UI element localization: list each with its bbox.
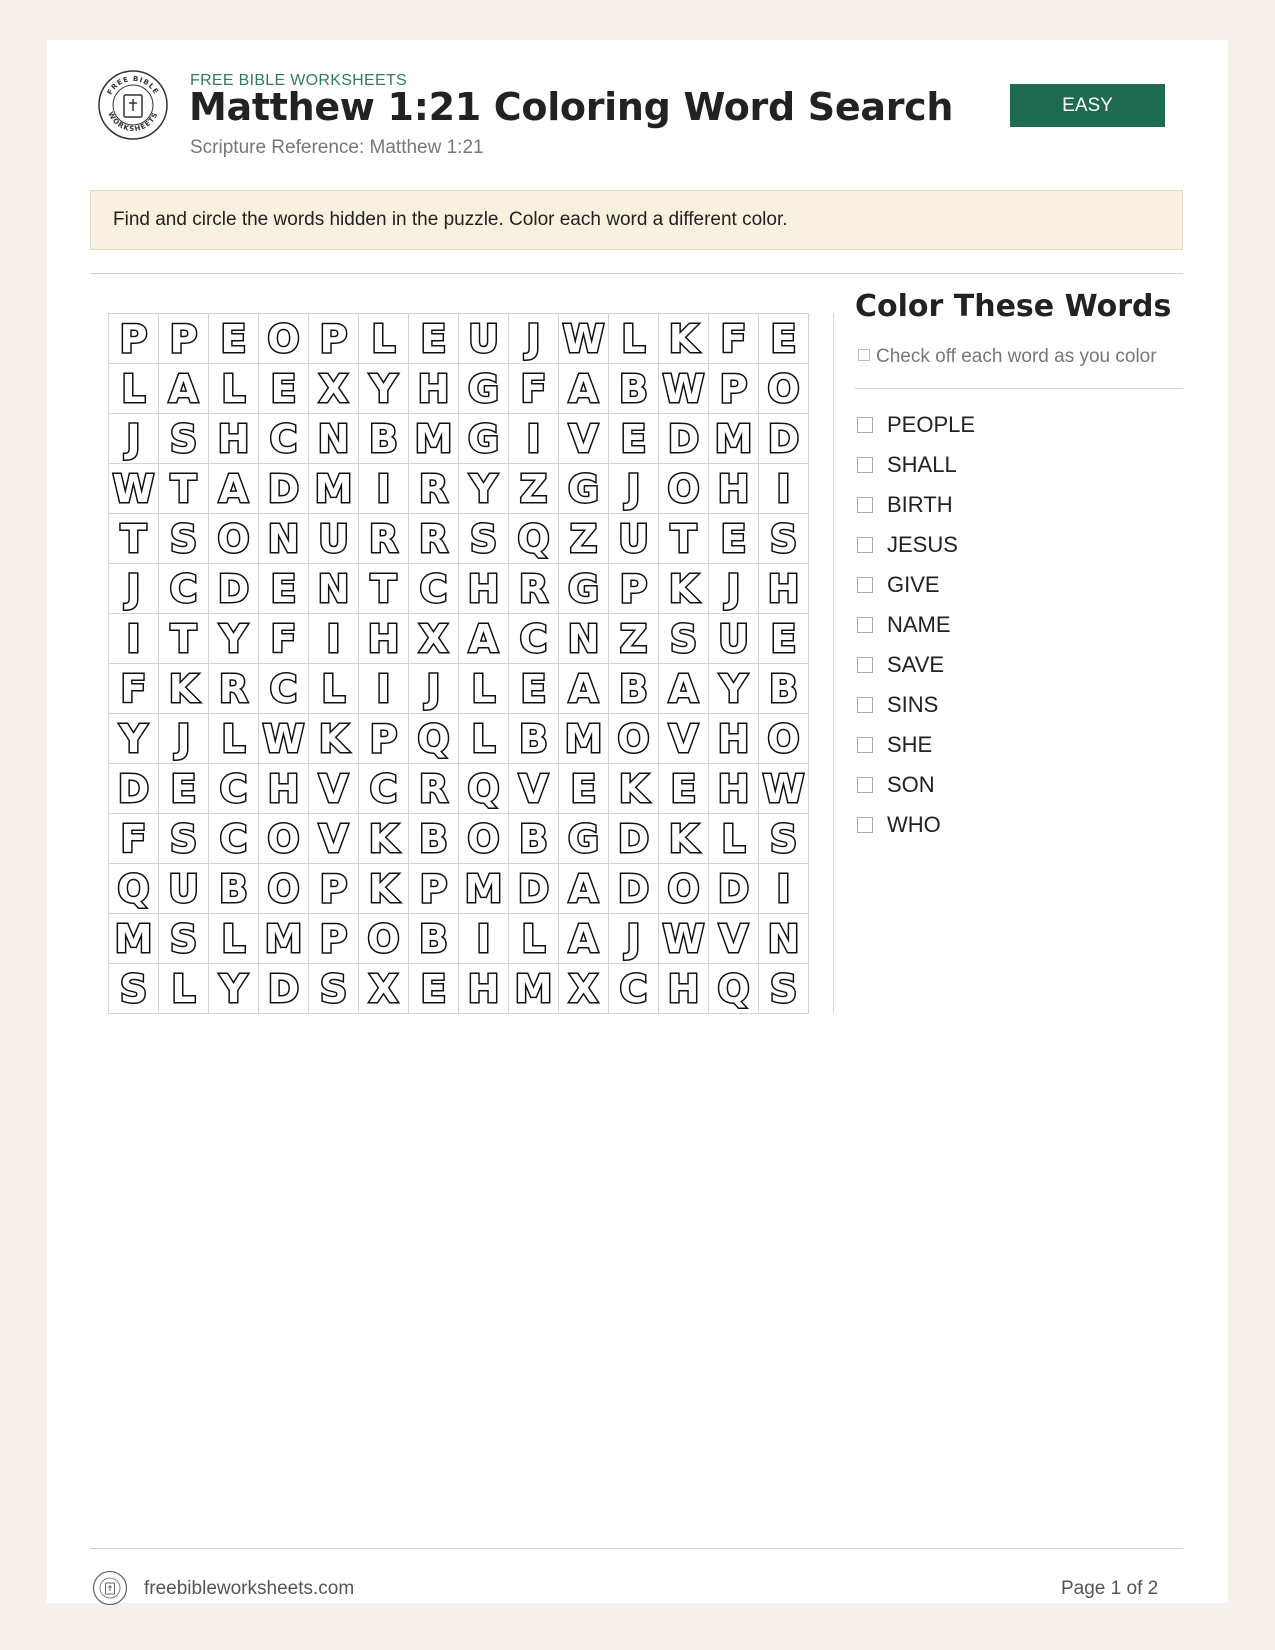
grid-cell[interactable]: Y (709, 664, 759, 714)
word-label: SHE (887, 732, 933, 757)
grid-cell[interactable]: Q (109, 864, 159, 914)
grid-cell[interactable]: A (559, 864, 609, 914)
grid-cell[interactable]: H (259, 764, 309, 814)
word-item (857, 685, 975, 725)
grid-cell[interactable]: L (109, 364, 159, 414)
grid-cell[interactable]: F (509, 364, 559, 414)
word-label: SINS (887, 692, 939, 717)
grid-cell[interactable]: R (509, 564, 559, 614)
logo-bottom-text: WORKSHEETS (106, 110, 160, 134)
grid-cell[interactable]: J (609, 464, 659, 514)
word-list (857, 405, 975, 845)
grid-cell[interactable]: K (659, 314, 709, 364)
grid-cell[interactable]: P (159, 314, 209, 364)
grid-cell[interactable]: H (709, 764, 759, 814)
grid-cell[interactable]: E (759, 314, 809, 364)
grid-cell[interactable]: T (359, 564, 409, 614)
grid-cell[interactable]: V (709, 914, 759, 964)
grid-cell[interactable]: C (609, 964, 659, 1014)
grid-cell[interactable]: O (209, 514, 259, 564)
grid-cell[interactable]: P (709, 364, 759, 414)
grid-cell[interactable]: M (709, 414, 759, 464)
grid-cell[interactable]: V (559, 414, 609, 464)
grid-cell[interactable]: E (259, 564, 309, 614)
grid-cell[interactable]: T (659, 514, 709, 564)
grid-cell[interactable]: A (559, 364, 609, 414)
grid-cell[interactable]: M (509, 964, 559, 1014)
grid-cell[interactable]: P (309, 314, 359, 364)
instructions-box (90, 190, 1183, 250)
grid-cell[interactable]: K (359, 814, 409, 864)
word-label: SHALL (887, 452, 957, 477)
grid-cell[interactable]: N (559, 614, 609, 664)
grid-cell[interactable]: D (109, 764, 159, 814)
word-item (857, 445, 975, 485)
word-label: JESUS (887, 532, 958, 557)
word-checkbox[interactable] (857, 617, 873, 633)
grid-cell[interactable]: E (209, 314, 259, 364)
grid-cell[interactable]: O (259, 864, 309, 914)
grid-cell[interactable]: T (159, 464, 209, 514)
grid-cell[interactable]: P (109, 314, 159, 364)
grid-cell[interactable]: H (709, 714, 759, 764)
grid-cell[interactable]: K (609, 764, 659, 814)
grid-cell[interactable]: E (409, 314, 459, 364)
word-item (857, 485, 975, 525)
word-checkbox[interactable] (857, 657, 873, 673)
grid-cell[interactable]: I (309, 614, 359, 664)
grid-cell[interactable]: K (309, 714, 359, 764)
grid-cell[interactable]: E (659, 764, 709, 814)
grid-cell[interactable]: C (209, 814, 259, 864)
grid-cell[interactable]: E (759, 614, 809, 664)
grid-cell[interactable]: A (459, 614, 509, 664)
grid-cell[interactable]: M (309, 464, 359, 514)
word-item (857, 405, 975, 445)
grid-cell[interactable]: S (159, 814, 209, 864)
grid-cell[interactable]: L (359, 314, 409, 364)
grid-cell[interactable]: R (359, 514, 409, 564)
grid-cell[interactable]: L (459, 664, 509, 714)
grid-cell[interactable]: D (709, 864, 759, 914)
word-search-grid (108, 313, 809, 1014)
grid-cell[interactable]: O (259, 314, 309, 364)
grid-cell[interactable]: D (209, 564, 259, 614)
grid-cell[interactable]: H (359, 614, 409, 664)
grid-cell[interactable]: J (509, 314, 559, 364)
worksheet-logo-icon (97, 69, 169, 141)
word-item (857, 645, 975, 685)
word-label: WHO (887, 812, 941, 837)
grid-cell[interactable]: I (759, 464, 809, 514)
grid-cell[interactable]: C (159, 564, 209, 614)
word-label: NAME (887, 612, 951, 637)
grid-cell[interactable]: I (509, 414, 559, 464)
grid-cell[interactable]: B (759, 664, 809, 714)
grid-cell[interactable]: N (309, 564, 359, 614)
grid-cell[interactable]: J (109, 564, 159, 614)
grid-cell[interactable]: C (359, 764, 409, 814)
grid-cell[interactable]: O (359, 914, 409, 964)
grid-cell[interactable]: P (309, 864, 359, 914)
grid-cell[interactable]: R (209, 664, 259, 714)
grid-cell[interactable]: H (459, 964, 509, 1014)
grid-cell[interactable]: R (409, 464, 459, 514)
grid-cell[interactable]: A (209, 464, 259, 514)
word-checkbox[interactable] (857, 737, 873, 753)
grid-cell[interactable]: O (659, 864, 709, 914)
word-checkbox[interactable] (857, 697, 873, 713)
grid-cell[interactable]: B (609, 664, 659, 714)
grid-cell[interactable]: D (609, 814, 659, 864)
grid-cell[interactable]: X (309, 364, 359, 414)
grid-cell[interactable]: U (159, 864, 209, 914)
word-checkbox[interactable] (857, 817, 873, 833)
word-item (857, 765, 975, 805)
grid-cell[interactable]: I (359, 664, 409, 714)
grid-cell[interactable]: J (159, 714, 209, 764)
grid-cell[interactable]: Z (609, 614, 659, 664)
grid-cell[interactable]: W (259, 714, 309, 764)
grid-cell[interactable]: U (459, 314, 509, 364)
footer-logo-icon (92, 1570, 128, 1606)
grid-cell[interactable]: W (659, 364, 709, 414)
grid-cell[interactable]: L (209, 714, 259, 764)
grid-cell[interactable]: F (709, 314, 759, 364)
word-checkbox[interactable] (857, 537, 873, 553)
grid-cell[interactable]: I (459, 914, 509, 964)
grid-cell[interactable]: M (559, 714, 609, 764)
grid-cell[interactable]: P (309, 914, 359, 964)
word-list-subtitle (858, 346, 1157, 368)
grid-cell[interactable]: E (259, 364, 309, 414)
footer-website: freebibleworksheets.com (144, 1578, 355, 1599)
grid-cell[interactable]: L (459, 714, 509, 764)
grid-cell[interactable]: G (459, 364, 509, 414)
grid-cell[interactable]: K (359, 864, 409, 914)
grid-cell[interactable]: G (559, 814, 609, 864)
scripture-reference: Scripture Reference: Matthew 1:21 (190, 137, 484, 158)
grid-cell[interactable]: A (659, 664, 709, 714)
grid-cell[interactable]: L (709, 814, 759, 864)
grid-cell[interactable]: D (759, 414, 809, 464)
grid-cell[interactable]: D (259, 964, 309, 1014)
grid-cell[interactable]: B (509, 814, 559, 864)
instructions-text: Find and circle the words hidden in the puzzle. Color each word a different color. (113, 209, 788, 230)
grid-cell[interactable]: B (359, 414, 409, 464)
grid-cell[interactable]: Y (209, 614, 259, 664)
grid-cell[interactable]: V (309, 764, 359, 814)
grid-cell[interactable]: S (309, 964, 359, 1014)
grid-cell[interactable]: U (309, 514, 359, 564)
grid-cell[interactable]: I (759, 864, 809, 914)
grid-cell[interactable]: J (709, 564, 759, 614)
grid-cell[interactable]: F (109, 814, 159, 864)
grid-cell[interactable]: E (409, 964, 459, 1014)
word-list-subtitle-text: Check off each word as you color (876, 346, 1157, 367)
footer-divider (90, 1548, 1183, 1549)
grid-cell[interactable]: G (559, 464, 609, 514)
word-checkbox[interactable] (857, 497, 873, 513)
grid-cell[interactable]: Y (459, 464, 509, 514)
grid-cell[interactable]: U (709, 614, 759, 664)
grid-cell[interactable]: Z (559, 514, 609, 564)
grid-cell[interactable]: X (359, 964, 409, 1014)
grid-cell[interactable]: N (309, 414, 359, 464)
word-item (857, 605, 975, 645)
word-item (857, 525, 975, 565)
column-divider (833, 313, 834, 1013)
grid-cell[interactable]: O (759, 364, 809, 414)
grid-cell[interactable]: Q (459, 764, 509, 814)
grid-cell[interactable]: Q (709, 964, 759, 1014)
grid-cell[interactable]: A (159, 364, 209, 414)
grid-cell[interactable]: K (159, 664, 209, 714)
grid-cell[interactable]: C (259, 414, 309, 464)
grid-cell[interactable]: Z (509, 464, 559, 514)
grid-cell[interactable]: R (409, 514, 459, 564)
grid-cell[interactable]: H (709, 464, 759, 514)
grid-cell[interactable]: E (559, 764, 609, 814)
word-checkbox[interactable] (857, 457, 873, 473)
grid-cell[interactable]: K (659, 564, 709, 614)
grid-cell[interactable]: B (509, 714, 559, 764)
grid-cell[interactable]: W (659, 914, 709, 964)
grid-cell[interactable]: I (109, 614, 159, 664)
grid-cell[interactable]: W (759, 764, 809, 814)
grid-cell[interactable]: S (659, 614, 709, 664)
brand-name: FREE BIBLE WORKSHEETS (190, 72, 408, 89)
grid-cell[interactable]: R (409, 764, 459, 814)
grid-cell[interactable]: B (609, 364, 659, 414)
page-number: Page 1 of 2 (1061, 1578, 1159, 1599)
word-list-title: Color These Words (855, 289, 1172, 324)
grid-cell[interactable]: J (609, 914, 659, 964)
word-label: SON (887, 772, 935, 797)
grid-cell[interactable]: H (209, 414, 259, 464)
grid-cell[interactable]: O (459, 814, 509, 864)
word-label: SAVE (887, 652, 945, 677)
grid-cell[interactable]: B (209, 864, 259, 914)
word-checkbox[interactable] (857, 777, 873, 793)
grid-cell[interactable]: P (359, 714, 409, 764)
grid-cell[interactable]: H (459, 564, 509, 614)
grid-cell[interactable]: C (409, 564, 459, 614)
grid-cell[interactable]: Q (509, 514, 559, 564)
grid-cell[interactable]: Q (409, 714, 459, 764)
grid-cell[interactable]: D (609, 864, 659, 914)
grid-cell[interactable]: C (259, 664, 309, 714)
grid-cell[interactable]: V (509, 764, 559, 814)
grid-cell[interactable]: T (109, 514, 159, 564)
grid-cell[interactable]: S (459, 514, 509, 564)
grid-cell[interactable]: B (409, 814, 459, 864)
grid-cell[interactable]: H (659, 964, 709, 1014)
grid-cell[interactable]: J (109, 414, 159, 464)
grid-cell[interactable]: D (659, 414, 709, 464)
grid-cell[interactable]: D (509, 864, 559, 914)
grid-cell[interactable]: O (609, 714, 659, 764)
grid-cell[interactable]: S (759, 964, 809, 1014)
grid-cell[interactable]: M (109, 914, 159, 964)
grid-cell[interactable]: L (309, 664, 359, 714)
word-label: BIRTH (887, 492, 953, 517)
grid-cell[interactable]: V (659, 714, 709, 764)
grid-cell[interactable]: S (759, 814, 809, 864)
word-label: PEOPLE (887, 412, 976, 437)
word-label: GIVE (887, 572, 940, 597)
checkbox-hint-icon (858, 349, 870, 361)
grid-cell[interactable]: G (459, 414, 509, 464)
grid-cell[interactable]: H (759, 564, 809, 614)
word-item (857, 565, 975, 605)
grid-cell[interactable]: O (659, 464, 709, 514)
logo-top-text: FREE BIBLE (105, 74, 161, 97)
grid-cell[interactable]: L (509, 914, 559, 964)
grid-cell[interactable]: B (409, 914, 459, 964)
grid-cell[interactable]: K (659, 814, 709, 864)
grid-cell[interactable]: M (459, 864, 509, 914)
grid-cell[interactable]: O (259, 814, 309, 864)
grid-cell[interactable]: S (109, 964, 159, 1014)
grid-cell[interactable]: F (259, 614, 309, 664)
grid-cell[interactable]: S (159, 514, 209, 564)
grid-cell[interactable]: L (609, 314, 659, 364)
grid-cell[interactable]: E (609, 414, 659, 464)
grid-cell[interactable]: L (209, 914, 259, 964)
word-checkbox[interactable] (857, 417, 873, 433)
grid-cell[interactable]: M (259, 914, 309, 964)
grid-cell[interactable]: W (559, 314, 609, 364)
grid-cell[interactable]: A (559, 664, 609, 714)
grid-cell[interactable]: Y (109, 714, 159, 764)
page-title: Matthew 1:21 Coloring Word Search (189, 85, 954, 129)
grid-cell[interactable]: I (359, 464, 409, 514)
grid-cell[interactable]: E (709, 514, 759, 564)
grid-cell[interactable]: O (759, 714, 809, 764)
grid-cell[interactable]: M (409, 414, 459, 464)
grid-cell[interactable]: X (409, 614, 459, 664)
grid-cell[interactable]: F (109, 664, 159, 714)
grid-cell[interactable]: Y (359, 364, 409, 414)
grid-cell[interactable]: V (309, 814, 359, 864)
grid-cell[interactable]: S (159, 914, 209, 964)
grid-cell[interactable]: N (759, 914, 809, 964)
grid-cell[interactable]: S (159, 414, 209, 464)
grid-cell[interactable]: J (409, 664, 459, 714)
grid-cell[interactable]: C (209, 764, 259, 814)
word-item (857, 725, 975, 765)
grid-cell[interactable]: L (209, 364, 259, 414)
grid-cell[interactable]: T (159, 614, 209, 664)
worksheet-page (47, 40, 1228, 1603)
grid-cell[interactable]: E (159, 764, 209, 814)
grid-cell[interactable]: P (409, 864, 459, 914)
grid-cell[interactable]: Y (209, 964, 259, 1014)
header-divider (90, 273, 1183, 274)
grid-cell[interactable]: N (259, 514, 309, 564)
grid-cell[interactable]: U (609, 514, 659, 564)
grid-cell[interactable]: W (109, 464, 159, 514)
grid-cell[interactable]: X (559, 964, 609, 1014)
difficulty-badge: EASY (1010, 84, 1165, 127)
grid-cell[interactable]: S (759, 514, 809, 564)
grid-cell[interactable]: D (259, 464, 309, 514)
grid-cell[interactable]: H (409, 364, 459, 414)
word-list-divider (855, 388, 1183, 389)
word-checkbox[interactable] (857, 577, 873, 593)
grid-cell[interactable]: E (509, 664, 559, 714)
word-item (857, 805, 975, 845)
grid-cell[interactable]: L (159, 964, 209, 1014)
grid-cell[interactable]: G (559, 564, 609, 614)
grid-cell[interactable]: A (559, 914, 609, 964)
grid-cell[interactable]: C (509, 614, 559, 664)
grid-cell[interactable]: P (609, 564, 659, 614)
